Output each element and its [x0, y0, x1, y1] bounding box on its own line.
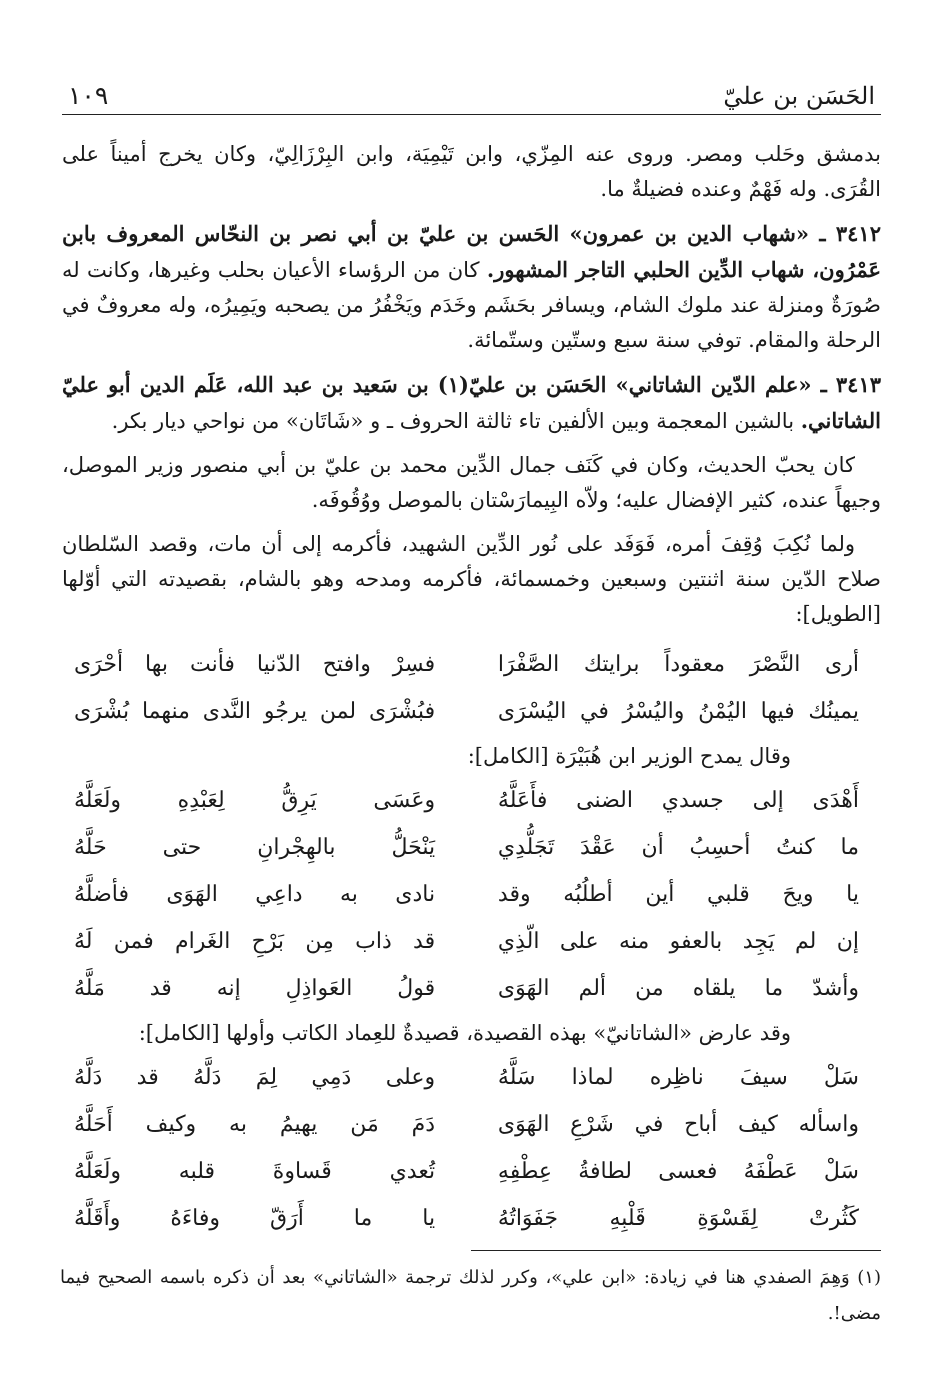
- hemistich-first: واسأله كيف أباح في شَرْعِ الهَوَى: [497, 1112, 859, 1137]
- verse: [62, 641, 881, 688]
- poem-2: [62, 777, 881, 1012]
- hemistich-second: وعَسَى يَرِقُّ لِعَبْدِهِ ولَعَلَّهُ: [74, 788, 436, 813]
- entry-3413: [62, 367, 881, 439]
- verse: [62, 1101, 881, 1148]
- paragraph-1: [62, 137, 881, 207]
- hemistich-second: تُعدي قَساوةَ قلبه ولَعَلَّهُ: [74, 1159, 436, 1184]
- hemistich-first: إن لم يَجِد بالعفو منه على الّذِي: [497, 929, 859, 954]
- hemistich-first: وأشدّ ما يلقاه من ألم الهَوَى: [497, 976, 859, 1001]
- hemistich-second: قولُ العَواذِلِ إنه قد مَلَّهُ: [74, 976, 436, 1001]
- hemistich-first: سَلْ عَطْفَهُ فعسى لطافةُ عِطْفِهِ: [497, 1159, 859, 1184]
- hemistich-first: سَلْ سيفَ ناظِره لماذا سَلَّهُ: [497, 1065, 859, 1090]
- verse: [62, 777, 881, 824]
- paragraph-text: ولما نُكِبَ وُقِفَ أمره، فَوَفَد على نُور الدِّين الشهيد، فأكرمه إلى أن مات، وقصد السّلطان صلاح الدّين سنة اثنتين وسبعين وخمسمائة، فأكرمه ومدحه وهو بالشام، بقصيدته التي أوّلها [الطويل]:: [62, 532, 881, 626]
- verse: [62, 688, 881, 735]
- hemistich-second: دَمَ مَن يهيمُ به وكيف أَحَلَّهُ: [74, 1112, 436, 1137]
- poem-3-intro: وقد عارض «الشاتانيّ» بهذه القصيدة، قصيدةٌ للعِماد الكاتب وأولها [الكامل]:: [138, 1021, 791, 1045]
- hemistich-first: أَهْدَى إلى جسدي الضنى فأَعَلَّهُ: [497, 788, 859, 813]
- hemistich-first: يا ويحَ قلبي أين أطلُبُه وقد: [497, 882, 859, 907]
- footnote: (١) وَهِمَ الصفدي هنا في زيادة: «ابن علي»، وكرر لذلك ترجمة «الشاتاني» بعد أن ذكره باسمه الصحيح فيما مضى!.: [60, 1267, 881, 1324]
- hemistich-first: كَثُرتْ لِقَسْوَةِ قَلْبِهِ جَفَوَاتُهُ: [497, 1206, 859, 1231]
- hemistich-first: أرى النَّصْرَ معقوداً برايتك الصَّفْرَا: [497, 652, 859, 677]
- hemistich-second: فبُشْرَى لمن يرجُو النَّدى منهما بُشْرَى: [74, 699, 436, 724]
- hemistich-second: نادى به داعِي الهَوَى فأضلَّهُ: [74, 882, 436, 907]
- paragraph-5: [62, 527, 881, 632]
- hemistich-first: يمينُك فيها اليُمْنُ واليُسْرُ في اليُسْرَى: [497, 699, 859, 724]
- entry-heading: ٣٤١٣ ـ «علم الدّين الشاتاني» الحَسَن بن عليّ(١) بن سَعيد بن عبد الله، عَلَم الدين أبو عليّ الشاتاني.: [62, 372, 882, 433]
- paragraph-text: كان يحبّ الحديث، وكان في كَنَف جمال الدِّين محمد بن عليّ بن أبي منصور وزير الموصل، وجيهاً عنده، كثير الإفضال عليه؛ ولاّه البِيمارَسْتان بالموصل ووُقُوفَه.: [62, 453, 881, 512]
- verse: [62, 824, 881, 871]
- entry-text: بالشين المعجمة وبين الألفين تاء ثالثة الحروف ـ و «شَاتَان» من نواحي ديار بكر.: [111, 409, 801, 433]
- verse: [62, 918, 881, 965]
- verse: [62, 965, 881, 1012]
- hemistich-second: وعلى دَمِي لِمَ دَلَّهُ قد دَلَّهُ: [74, 1065, 436, 1090]
- paragraph-text: بدمشق وحَلب ومصر. وروى عنه المِزّي، وابن تَيْمِيَة، وابن البِرْزَالِيّ، وكان يخرج أميناً على القُرَى. وله فَهْمٌ وعنده فضيلةٌ ما.: [62, 142, 881, 201]
- main-text: [62, 137, 881, 1242]
- hemistich-second: يا ما أَرَقّ وفاءَهُ وأَقَلَّهُ: [74, 1206, 436, 1231]
- entry-text: كان من الرؤساء الأعيان بحلب وغيرها، وكانت له صُورَةٌ ومنزلة عند ملوك الشام، ويسافر بحَشَم وخَدَم ويَخْفُرُ من يصحبه ويَمِيرُه، وله معروفٌ في الرحلة والمقام. توفي سنة سبع وستّين وستّمائة.: [62, 258, 881, 352]
- poem-2-intro: وقال يمدح الوزير ابن هُبَيْرَة [الكامل]:: [467, 744, 791, 768]
- page-number: ١٠٩: [68, 81, 109, 110]
- hemistich-second: يَنْحَلُّ بالهِجْرانِ حتى حَلَّهُ: [74, 835, 436, 860]
- footnote-separator: [471, 1250, 881, 1251]
- verse: [62, 1148, 881, 1195]
- running-title: الحَسَن بن عليّ: [723, 82, 875, 110]
- poem-1: [62, 641, 881, 735]
- poem-3: [62, 1054, 881, 1242]
- verse: [62, 1195, 881, 1242]
- running-header: [62, 70, 881, 115]
- verse: [62, 871, 881, 918]
- paragraph-4: [62, 448, 881, 518]
- hemistich-first: ما كنتُ أحسِبُ أن عَقْدَ تَجَلُّدِي: [497, 835, 859, 860]
- hemistich-second: فسِرْ وافتح الدّنيا فأنت بها أحْرَى: [74, 652, 436, 677]
- entry-3412: [62, 216, 881, 358]
- hemistich-second: قد ذاب مِن بَرْحِ الغَرام فمن لَهُ: [74, 929, 436, 954]
- entry-heading: ٣٤١٢ ـ «شهاب الدين بن عمرون» الحَسن بن عليّ بن أبي نصر بن النحّاس المعروف بابن عَمْرُون، شهاب الدِّين الحلبي التاجر المشهور.: [62, 221, 882, 282]
- verse: [62, 1054, 881, 1101]
